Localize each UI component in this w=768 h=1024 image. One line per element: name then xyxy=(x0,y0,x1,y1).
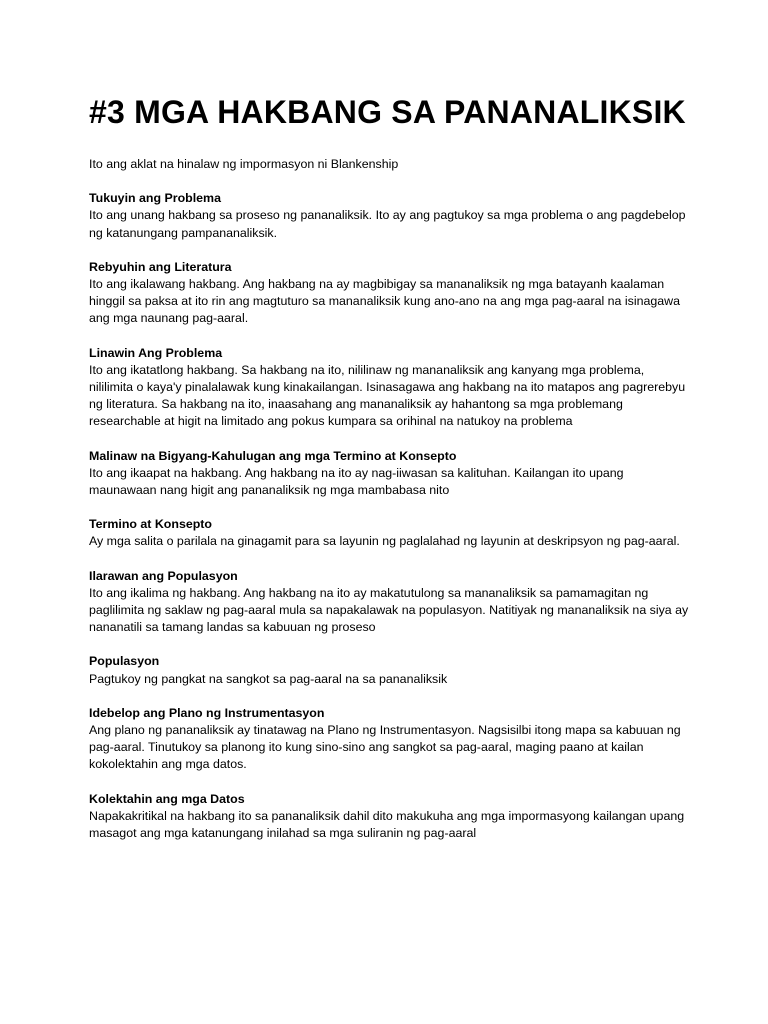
section-body: Ang plano ng pananaliksik ay tinatawag na Plano ng Instrumentasyon. Nagsisilbi itong mapa sa kabuuan ng pag-aaral. Tinutukoy sa planong ito kung sino-sino ang sangkot sa pag-aaral, maging paano at kailan kokolektahin ang mga datos. xyxy=(89,723,681,772)
intro-text: Ito ang aklat na hinalaw ng impormasyon ni Blankenship xyxy=(89,157,399,171)
section-heading: Ilarawan ang Populasyon xyxy=(89,568,238,583)
section-heading: Rebyuhin ang Literatura xyxy=(89,259,232,274)
section-heading: Linawin Ang Problema xyxy=(89,345,223,360)
section-body: Ito ang ikatatlong hakbang. Sa hakbang na ito, nililinaw ng mananaliksik ang kanyang mga problema, nililimita o kaya'y pinalalawak kung kinakailangan. Isinasagawa ang hakbang na ito matapos ang pagrerebyu ng literatura. Sa hakbang na ito, inaasahang ang mananaliksik ay hahantong sa mga problemang researchable at higit na limitado ang pokus kumpara sa orihinal na natukoy na problema xyxy=(89,362,686,429)
document-title: #3 MGA HAKBANG SA PANANALIKSIK xyxy=(89,94,686,130)
section-heading: Kolektahin ang mga Datos xyxy=(89,791,245,806)
section-heading: Idebelop ang Plano ng Instrumentasyon xyxy=(89,705,325,720)
section-heading: Malinaw na Bigyang-Kahulugan ang mga Termino at Konsepto xyxy=(89,448,457,463)
section-body: Ito ang ikaapat na hakbang. Ang hakbang na ito ay nag-iiwasan sa kalituhan. Kailangan ito upang maunawaan nang higit ang pananaliksik ng mga mambabasa nito xyxy=(89,465,624,498)
section-heading: Populasyon xyxy=(89,654,160,669)
section-termino xyxy=(89,516,689,550)
section-tukuyin xyxy=(89,190,689,242)
section-body: Pagtukoy ng pangkat na sangkot sa pag-aaral na sa pananaliksik xyxy=(89,671,448,686)
section-idebelop xyxy=(89,705,689,774)
section-body: Ito ang ikalima ng hakbang. Ang hakbang na ito ay makatutulong sa mananaliksik sa pamamagitan ng paglilimita ng saklaw ng pag-aaral mula sa napakalawak na populasyon. Natitiyak ng mananaliksik na siya ay nananatili sa tamang landas sa kabuuan ng proseso xyxy=(89,585,689,635)
section-body: Ito ang ikalawang hakbang. Ang hakbang na ay magbibigay sa mananaliksik ng mga batayanh kaalaman hinggil sa paksa at ito rin ang magtuturo sa mananaliksik kung ano-ano na ang mga pag-aaral na isinagawa ang mga naunang pag-aaral. xyxy=(89,277,680,326)
section-body: Ito ang unang hakbang sa proseso ng pananaliksik. Ito ay ang pagtukoy sa mga problema o ang pagdebelop ng katanungang pampananaliksik. xyxy=(89,208,686,240)
section-malinaw xyxy=(89,448,689,500)
section-linawin xyxy=(89,345,689,431)
section-kolektahin xyxy=(89,791,689,843)
section-heading: Tukuyin ang Problema xyxy=(89,191,221,206)
section-ilarawan xyxy=(89,568,689,637)
section-rebyuhin xyxy=(89,259,689,328)
section-heading: Termino at Konsepto xyxy=(89,517,212,532)
document-page xyxy=(89,90,689,842)
section-body: Napakakritikal na hakbang ito sa pananaliksik dahil dito makukuha ang mga impormasyong kailangan upang masagot ang mga katanungang inilahad sa mga suliranin ng pag-aaral xyxy=(89,808,685,841)
section-body: Ay mga salita o parilala na ginagamit para sa layunin ng paglalahad ng layunin at deskripsyon ng pag-aaral. xyxy=(89,534,680,549)
section-populasyon xyxy=(89,653,689,687)
